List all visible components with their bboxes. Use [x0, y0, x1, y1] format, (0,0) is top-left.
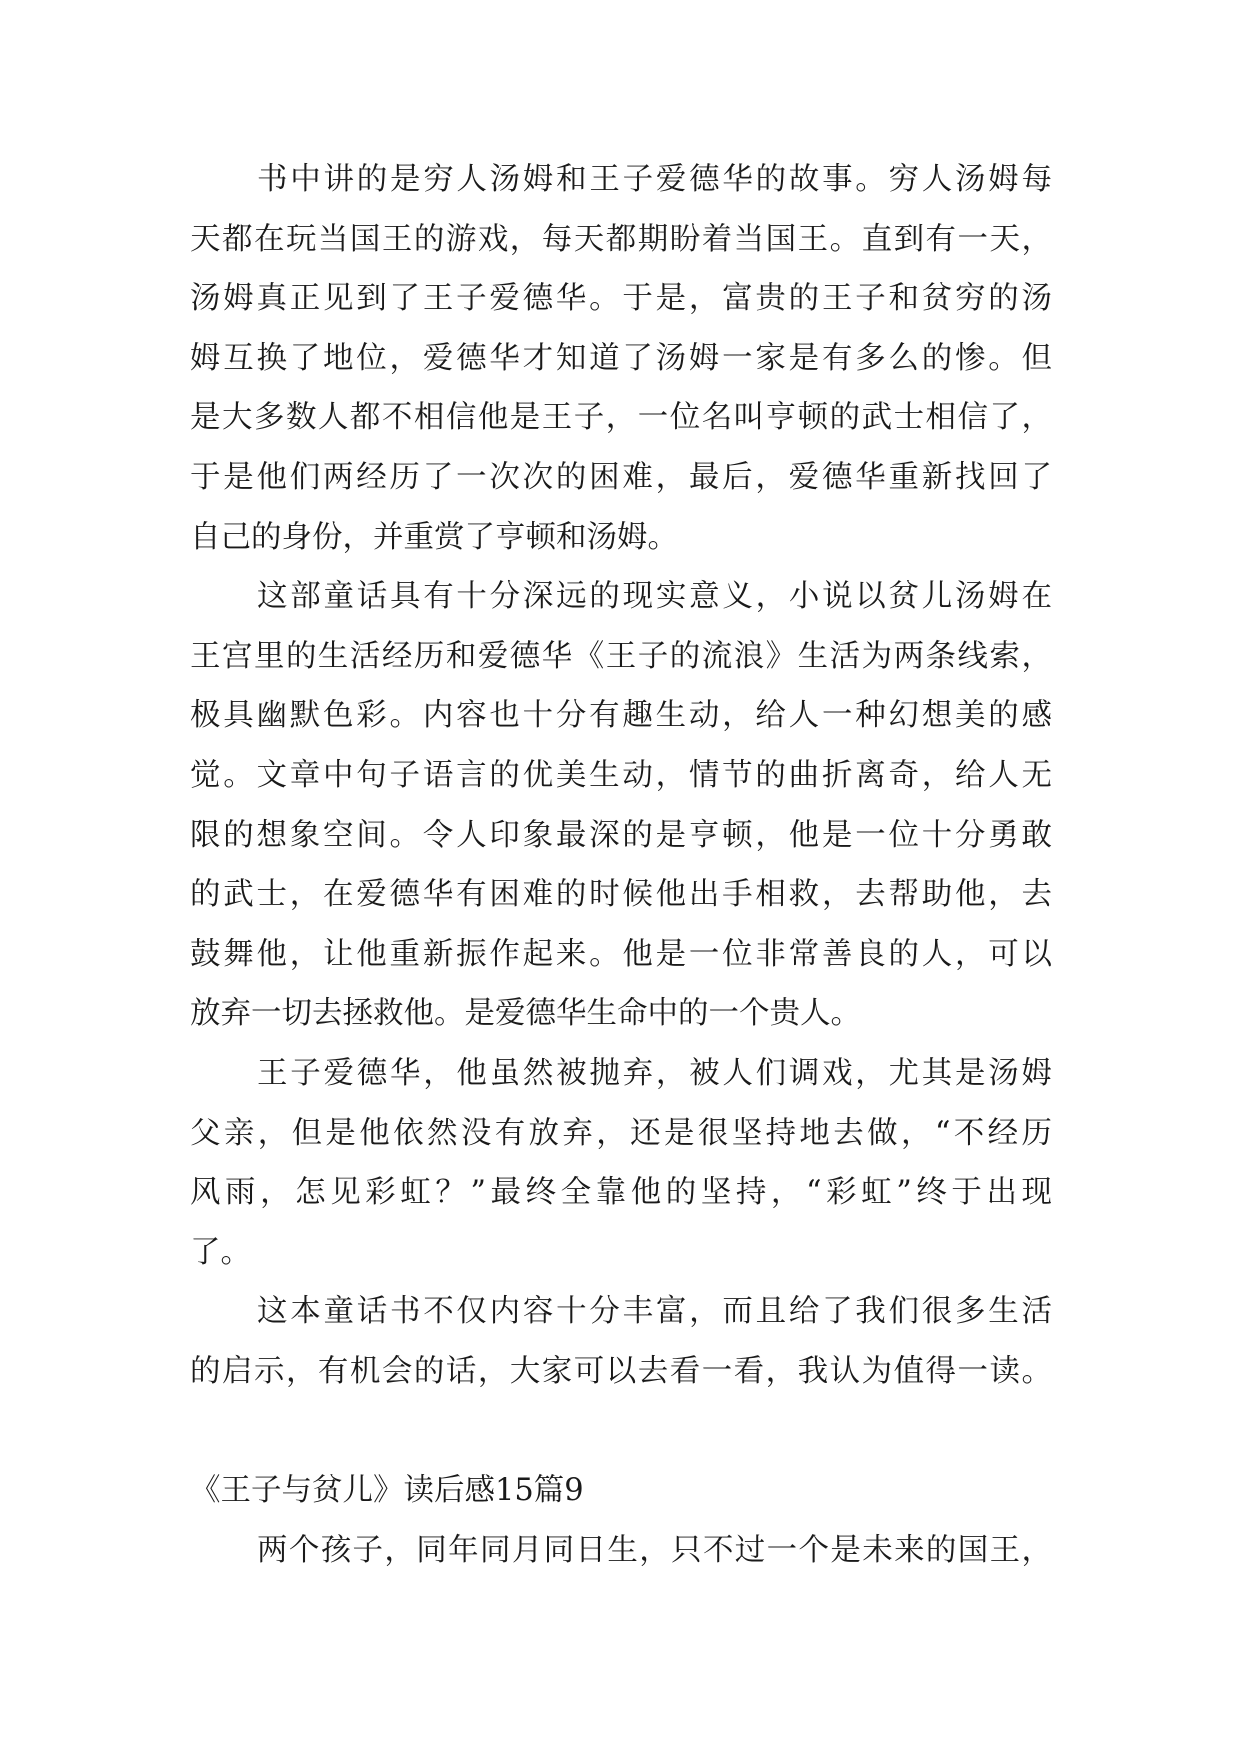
paragraph-4: [190, 1282, 1052, 1401]
paragraph-line: 鼓舞他，让他重新振作起来。他是一位非常善良的人，可以: [190, 936, 1052, 972]
document-page: [190, 150, 1052, 1581]
paragraph-line: 于是他们两经历了一次次的困难，最后，爱德华重新找回了: [190, 459, 1052, 495]
paragraph-line: 放弃一切去拯救他。是爱德华生命中的一个贵人。: [190, 996, 861, 1032]
paragraph-line: 这本童话书不仅内容十分丰富，而且给了我们很多生活: [257, 1294, 1052, 1330]
paragraph-line: 王宫里的生活经历和爱德华《王子的流浪》生活为两条线索，: [190, 638, 1052, 674]
paragraph-line: 是大多数人都不相信他是王子，一位名叫亨顿的武士相信了，: [190, 400, 1052, 436]
paragraph-line: 汤姆真正见到了王子爱德华。于是，富贵的王子和贫穷的汤: [190, 281, 1052, 317]
paragraph-line: 的启示，有机会的话，大家可以去看一看，我认为值得一读。: [190, 1353, 1052, 1389]
paragraph-line: 父亲，但是他依然没有放弃，还是很坚持地去做，“不经历: [190, 1115, 1052, 1151]
paragraph-line: 书中讲的是穷人汤姆和王子爱德华的故事。穷人汤姆每: [257, 162, 1052, 197]
paragraph-line: 了。: [190, 1234, 251, 1270]
paragraph-line: 这部童话具有十分深远的现实意义，小说以贫儿汤姆在: [257, 579, 1052, 615]
paragraph-line: 王子爱德华，他虽然被抛弃，被人们调戏，尤其是汤姆: [257, 1055, 1052, 1091]
paragraph-2: [190, 567, 1052, 1044]
paragraph-5: [190, 1521, 1052, 1581]
paragraph-line: 限的想象空间。令人印象最深的是亨顿，他是一位十分勇敢: [190, 817, 1052, 853]
section-gap: [190, 1401, 1052, 1461]
paragraph-line: 姆互换了地位，爱德华才知道了汤姆一家是有多么的惨。但: [190, 340, 1052, 376]
paragraph-line: 觉。文章中句子语言的优美生动，情节的曲折离奇，给人无: [190, 757, 1052, 793]
paragraph-line: 的武士，在爱德华有困难的时候他出手相救，去帮助他，去: [190, 877, 1052, 913]
paragraph-3: [190, 1044, 1052, 1282]
paragraph-line: 风雨，怎见彩虹？”最终全靠他的坚持，“彩虹”终于出现: [190, 1175, 1052, 1211]
paragraph-line: 自己的身份，并重赏了亨顿和汤姆。: [190, 519, 678, 555]
paragraph-line: 天都在玩当国王的游戏，每天都期盼着当国王。直到有一天，: [190, 221, 1052, 257]
paragraph-line: 极具幽默色彩。内容也十分有趣生动，给人一种幻想美的感: [190, 698, 1052, 734]
paragraph-1: [190, 150, 1052, 567]
section-heading: 《王子与贫儿》读后感15篇9: [190, 1473, 584, 1509]
paragraph-line: 两个孩子，同年同月同日生，只不过一个是未来的国王，: [257, 1533, 1052, 1569]
